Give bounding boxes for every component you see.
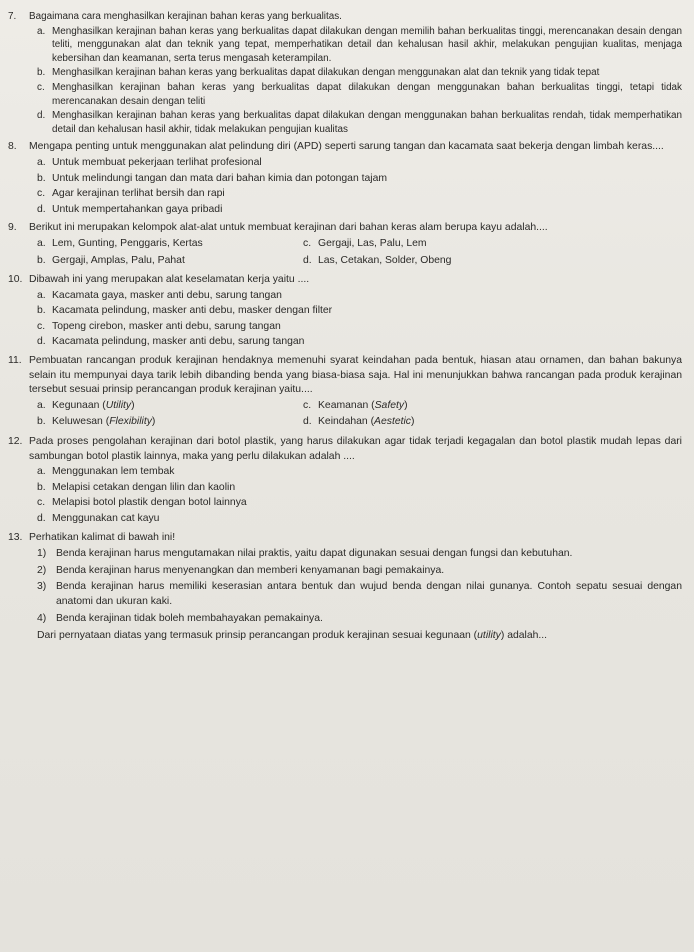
option-text: Kacamata pelindung, masker anti debu, masker dengan filter (52, 305, 333, 317)
option-text: Topeng cirebon, masker anti debu, sarung tangan (52, 320, 281, 332)
question-number: 9. (8, 222, 17, 234)
statement-text: Benda kerajinan harus menyenangkan dan memberi kenyamanan bagi pemakainya. (56, 564, 445, 576)
option-a[interactable] (37, 25, 682, 66)
statement-number: 2) (37, 564, 47, 576)
statement-number: 1) (37, 548, 47, 560)
statement-2 (37, 564, 682, 579)
question-number: 12. (8, 436, 23, 448)
option-text: Kegunaan (Utility) (52, 399, 135, 411)
option-letter: c. (37, 81, 45, 93)
option-letter: b. (37, 67, 46, 79)
option-a[interactable] (37, 156, 682, 171)
option-text: Keluwesan (Flexibility) (52, 416, 156, 428)
option-text: Agar kerajinan terlihat bersih dan rapi (52, 188, 225, 200)
option-text: Untuk mempertahankan gaya pribadi (52, 203, 223, 215)
option-letter: d. (37, 203, 46, 215)
question-prompt: Dari pernyataan diatas yang termasuk prinsip perancangan produk kerajinan sesuai kegunaan (utility) adalah... (37, 630, 548, 642)
option-letter: d. (37, 336, 46, 348)
option-a[interactable] (37, 237, 303, 252)
question-number: 8. (8, 141, 17, 153)
option-letter: d. (303, 416, 312, 428)
option-letter: a. (37, 466, 46, 478)
question-text: Bagaimana cara menghasilkan kerajinan bahan keras yang berkualitas. (29, 11, 342, 22)
option-letter: b. (37, 172, 46, 184)
option-c[interactable] (303, 237, 682, 252)
option-text: Menggunakan cat kayu (52, 513, 160, 524)
option-letter: b. (37, 481, 46, 493)
question-text: Perhatikan kalimat di bawah ini! (29, 531, 176, 543)
statement-text: Benda kerajinan harus mengutamakan nilai praktis, yaitu dapat digunakan sesuai dengan fungsi dan kebutuhan. (56, 548, 573, 560)
question-7 (8, 10, 682, 136)
option-text: Gergaji, Amplas, Palu, Pahat (52, 254, 185, 266)
option-text: Untuk membuat pekerjaan terlihat profesional (52, 156, 262, 168)
question-text: Dibawah ini yang merupakan alat keselamatan kerja yaitu .... (29, 274, 310, 286)
question-number: 10. (8, 274, 23, 286)
option-d[interactable] (37, 203, 682, 218)
option-letter: d. (37, 110, 46, 122)
option-d[interactable] (37, 109, 682, 136)
option-a[interactable] (37, 465, 682, 480)
option-c[interactable] (37, 320, 682, 335)
statement-1 (37, 547, 682, 562)
question-number: 13. (8, 531, 23, 543)
option-letter: d. (303, 254, 312, 266)
option-text: Lem, Gunting, Penggaris, Kertas (52, 237, 203, 249)
option-letter: d. (37, 513, 46, 524)
option-d[interactable] (303, 415, 682, 430)
option-letter: c. (37, 188, 46, 200)
option-letter: a. (37, 25, 46, 37)
option-b[interactable] (37, 481, 682, 496)
option-text: Keindahan (Aestetic) (318, 416, 415, 428)
option-text: Menghasilkan kerajinan bahan keras yang berkualitas dapat dilakukan dengan menggunakan bahan berkualitas rendah, tidak memperhatikan detail dan kehalusan hasil akhir, tidak melakukan pengujian kualitas (52, 110, 682, 135)
statement-number: 4) (37, 612, 47, 624)
question-11 (8, 354, 682, 431)
option-text: Menghasilkan kerajinan bahan keras yang berkualitas dapat dilakukan dengan memilih bahan berkualitas tinggi, merencanakan desain dengan teliti, menggunakan alat dan teknik yang tepat, memperhatikan detail dan kehalusan hasil akhir, melakukan pengujian kualitas, menjaga kebersihan dan keamanan, serta terus mengasah keterampilan. (52, 25, 682, 64)
question-number: 7. (8, 11, 17, 22)
option-letter: c. (37, 497, 46, 509)
question-10 (8, 273, 682, 350)
question-9 (8, 221, 682, 269)
option-text: Menghasilkan kerajinan bahan keras yang berkualitas dapat dilakukan dengan menggunakan bahan berkualitas tinggi, tetapi tidak merencanakan desain dengan teliti (52, 81, 682, 107)
option-d[interactable] (37, 335, 682, 350)
option-letter: c. (303, 399, 312, 411)
statement-text: Benda kerajinan tidak boleh membahayakan pemakainya. (56, 612, 323, 624)
option-text: Menghasilkan kerajinan bahan keras yang berkualitas dapat dilakukan dengan menggunakan alat dan teknik yang tidak tepat (52, 67, 600, 79)
option-text: Menggunakan lem tembak (52, 466, 175, 478)
option-letter: a. (37, 399, 46, 411)
question-text: Berikut ini merupakan kelompok alat-alat untuk membuat kerajinan dari bahan keras alam berupa kayu adalah.... (29, 222, 548, 234)
option-text: Kacamata pelindung, masker anti debu, sarung tangan (52, 336, 305, 348)
question-number: 11. (8, 355, 22, 367)
option-letter: c. (303, 237, 312, 249)
question-text: Pembuatan rancangan produk kerajinan hendaknya memenuhi syarat keindahan pada bentuk, hiasan atau ornamen, dan bahan bakunya selain itu mempunyai daya tarik lebih dibanding benda yang biasa-biasa saja. Hal ini menunjukkan bahwa rancangan pada produk kerajinan tersebut sesuai prinsip perancangan produk kerajinan yaitu.... (29, 355, 682, 396)
option-a[interactable] (37, 399, 303, 414)
option-d[interactable] (303, 254, 682, 269)
statement-4 (37, 612, 682, 627)
option-letter: c. (37, 320, 46, 332)
option-b[interactable] (37, 66, 682, 80)
option-letter: b. (37, 416, 46, 428)
option-c[interactable] (37, 81, 682, 108)
option-text: Gergaji, Las, Palu, Lem (318, 237, 427, 249)
question-text: Mengapa penting untuk menggunakan alat pelindung diri (APD) seperti sarung tangan dan kacamata saat bekerja dengan limbah keras.... (29, 141, 664, 153)
question-8 (8, 140, 682, 217)
statement-text: Benda kerajinan harus memiliki keserasian antara bentuk dan wujud benda dengan nilai gunanya. Contoh sepatu sesuai dengan anatomi dan ukuran kaki. (56, 581, 682, 607)
option-c[interactable] (37, 187, 682, 202)
option-letter: b. (37, 254, 46, 266)
option-letter: b. (37, 305, 46, 317)
option-letter: a. (37, 156, 46, 168)
option-c[interactable] (303, 399, 682, 414)
option-text: Keamanan (Safety) (318, 399, 408, 411)
option-a[interactable] (37, 289, 682, 304)
option-text: Las, Cetakan, Solder, Obeng (318, 254, 452, 266)
statement-number: 3) (37, 581, 47, 593)
option-b[interactable] (37, 254, 303, 269)
option-text: Melapisi botol plastik dengan botol lainnya (52, 497, 247, 509)
option-letter: a. (37, 289, 46, 301)
option-b[interactable] (37, 415, 303, 430)
question-text: Pada proses pengolahan kerajinan dari botol plastik, yang harus dilakukan agar tidak terjadi kegagalan dan botol plastik mudah lepas dari sambungan botol plastik lainnya, maka yang perlu dilakukan adalah .... (29, 436, 682, 462)
option-text: Kacamata gaya, masker anti debu, sarung tangan (52, 289, 282, 301)
statement-3 (37, 580, 682, 609)
option-text: Untuk melindungi tangan dan mata dari bahan kimia dan potongan tajam (52, 172, 388, 184)
question-13 (8, 531, 682, 644)
option-text: Melapisi cetakan dengan lilin dan kaolin (52, 481, 236, 493)
option-b[interactable] (37, 172, 682, 187)
option-c[interactable] (37, 496, 682, 511)
option-letter: a. (37, 237, 46, 249)
option-d[interactable] (37, 512, 682, 527)
question-12 (8, 435, 682, 527)
option-b[interactable] (37, 304, 682, 319)
